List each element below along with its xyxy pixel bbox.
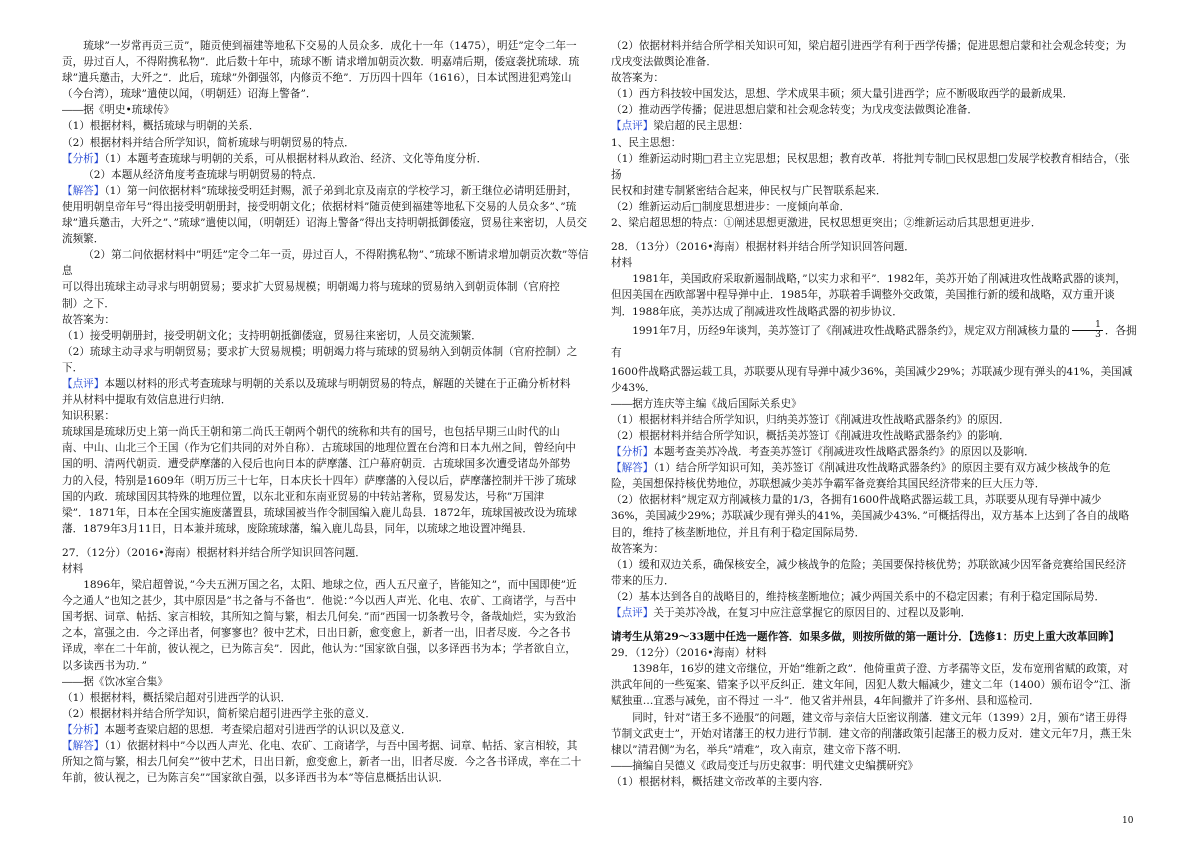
traits-text-1: 阐述思想更激进，民权思想更突出；: [734, 217, 904, 230]
text-line: 藩．1879年3月11日，日本兼并琉球，废除琉球藩，编入鹿儿岛县，同年，以琉球之地设置冲绳县．: [62, 522, 533, 535]
text-line: 力的入侵，特别是1609年（明万历三十七年，日本庆长十四年）萨摩藩的入侵以后，萨摩藩控制并干涉了琉球: [62, 474, 577, 487]
text-line: 使用明朝皇帝年号”得出接受明朝册封，接受明朝文化；依据材料”随贡使到福建等地私下交易的人员众多”、”琉: [62, 200, 577, 213]
q26-question-2: （2）根据材料并结合所学知识，简析琉球与明朝贸易的特点．: [62, 136, 355, 149]
text-line: 少43%．: [611, 381, 656, 394]
text-line: 1、民主思想：: [611, 136, 682, 149]
text-line: 之本，富强之由．今之译出者，何寥寥也？彼中艺术，日出日新，愈变愈上，新者一出，旧者尽废．今之各书: [62, 627, 571, 640]
text-line: 同时，针对”诸王多不逊服”的问题，建文帝与亲信大臣密议削藩．建文元年（1399）2月，颁布”诸王毋得: [632, 711, 1128, 724]
q28-analysis: [611, 444, 1138, 460]
q26-comment: [62, 376, 589, 392]
q27-answer-2: （2）推动西学传播；促进思想启蒙和社会观念转变；为戊戌变法做舆论准备．: [611, 104, 978, 117]
comment-text: 梁启超的民主思想：: [653, 120, 749, 133]
q27-question-2: （2）根据材料并结合所学知识，简析梁启超引进西学主张的意义．: [62, 707, 376, 720]
solution-tag: 【解答】: [62, 740, 105, 753]
circled-one: ①: [723, 217, 735, 230]
comment-text: 本题以材料的形式考查琉球与明朝的关系以及琉球与明朝贸易的特点，解题的关键在于正确分析材料: [104, 377, 571, 390]
traits-text-2: 维新运动后其思想更进步．: [914, 217, 1042, 230]
circled-two: ②: [903, 217, 915, 230]
text-line: 今之通人”也知之甚少，其中原因是”书之备与不备也”．他说：”今以西人声光、化电、农矿、工商诸学，与吾中: [62, 595, 577, 608]
solution-text: （1）第一问依据材料”琉球接受明廷封赐，派子弟到北京及南京的学校学习，新王继位必请明廷册封，: [104, 184, 578, 197]
text-line: （2）依据材料”规定双方削减核力量的1/3，各拥有1600件战略武器运载工具，苏联要从现有导弹中减少: [611, 494, 1102, 507]
fraction-denominator: 3: [1095, 330, 1101, 341]
analysis-tag: 【分析】: [62, 152, 105, 165]
text-line: 1981年，美国政府采取新遏制战略，”以实力求和平”．1982年，美苏开始了削减进攻性战略武器的谈判，: [632, 273, 1126, 286]
q26-analysis-2: （2）本题从经济角度考查琉球与明朝贸易的特点．: [83, 168, 323, 181]
q26-analysis: [62, 151, 589, 167]
q28-material-label: 材料: [611, 257, 633, 270]
text-line: 南、中山、山北三个王国（作为它们共同的对外自称）．古琉球国的地理位置在台湾和日本九州之间，曾经向中: [62, 442, 576, 455]
q27-solution-1: [62, 738, 589, 754]
comment-tag: 【点评】: [62, 377, 105, 390]
q28-answer-heading: 故答案为：: [611, 542, 664, 555]
text-line: 民权和封建专制紧密结合起来，伸民权与广民智联系起来．: [611, 184, 887, 197]
traits-label: 2、梁启超思想的特点：: [611, 217, 724, 230]
q26-material-continued: [62, 38, 589, 102]
text-line: 琉球国是琉球历史上第一尚氏王朝和第二尚氏王朝两个朝代的统称和共有的国号，也包括早期三山时代的山: [62, 426, 560, 439]
q29-title: 29．（12分）（2016•海南）材料: [611, 647, 767, 660]
q28-question-2: （2）根据材料并结合所学知识，概括美苏签订《削减进攻性战略武器条约》的影响．: [611, 429, 1010, 442]
q26-answer-2: （2）琉球主动寻求与明朝贸易；要求扩大贸易规模；明朝竭力将与琉球的贸易纳入到朝贡体制（官府控制）之: [62, 345, 578, 358]
comment-tag: 【点评】: [611, 607, 654, 619]
q28-source: ――据方连庆等主编《战后国际关系史》: [611, 397, 802, 410]
text-line: 以多读西书为功．”: [62, 659, 147, 672]
q27-comment: [611, 118, 1138, 134]
text-line: （2）依据材料并结合所学相关知识可知，梁启超引进西学有利于西学传播；促进思想启蒙和社会观念转变；为: [611, 40, 1127, 52]
text-line: 洪武年间的一些冤案、错案予以平反纠正．建文年间，因犯人数大幅减少，建文二年（1400）颁布诏令”江、浙: [611, 679, 1131, 692]
section-heading: 请考生从第29～33题中任选一题作答．如果多做，则按所做的第一题计分．【选修1：历史上重大改革回眸】: [611, 631, 1120, 644]
text-line: 并从材料中提取有效信息进行归纳．: [62, 394, 232, 407]
q27-question-1: （1）根据材料，概括梁启超对引进西学的认识．: [62, 691, 292, 704]
text-line: 1896年，梁启超曾说，”今夫五洲万国之名，太阳、地球之位，西人五尺童子，皆能知之”，而中国即使”近: [83, 579, 577, 592]
text-line: 球”遣兵邀击，大歼之”．此后，琉球”外御强邻，内修贡不绝”．万历四十四年（1616），日本试图进犯鸡笼山: [62, 72, 572, 85]
comment-text: 关于美苏冷战，在复习中应注意掌握它的原因目的、过程以及影响．: [653, 607, 972, 619]
text-line: 贡，毋过百人，不得附携私物”．此后数十年中，琉球不断 请求增加朝贡次数．明嘉靖后期，倭寇袭扰琉球．琉: [62, 56, 580, 69]
text-span: 1991年7月，历经9年谈判，美苏签订了《削减进攻性战略武器条约》，规定双方削减核力量的: [632, 324, 1070, 337]
text-line: 国的内政．琉球国因其特殊的地理位置，以东北亚和东南亚贸易的中转站著称，贸易发达，号称”万国津: [62, 490, 545, 503]
analysis-tag: 【分析】: [611, 446, 654, 459]
right-column: [611, 38, 1138, 790]
text-line: 但因美国在西欧部署中程导弹中止．1985年，苏联着手调整外交政策，美国推行新的缓和战略，双方重开谈: [611, 289, 1115, 302]
solution-tag: 【解答】: [62, 184, 105, 197]
q26-source: ――据《明史•琉球传》: [62, 104, 175, 117]
q28-material-para-2: [611, 320, 1138, 364]
q27-material-label: 材料: [62, 563, 84, 575]
text-line: 1600件战略武器运载工具，苏联要从现有导弹中减少36%，美国减少29%；苏联减少现有弹头的41%，美国减: [611, 365, 1133, 378]
q26-solution-1: [62, 183, 589, 199]
q28-comment: [611, 605, 1138, 621]
q26-answer-1: （1）接受明朝册封，接受明朝文化；支持明朝抵御倭寇，贸易往来密切，人员交流频繁．: [62, 329, 482, 342]
q28-title: 28．（13分）（2016•海南）根据材料并结合所学知识回答问题．: [611, 241, 915, 254]
q29-source: ――摘编自吴德义《政局变迁与历史叙事：明代建文史编撰研究》: [611, 759, 919, 772]
text-span: ．各拥有: [611, 324, 1137, 359]
text-line: 目的，维持了核垄断地位，并且有利于稳定国际局势．: [611, 526, 866, 539]
q28-question-1: （1）根据材料并结合所学知识，归纳美苏签订《削减进攻性战略武器条约》的原因．: [611, 413, 1010, 426]
q27-title: 27．（12分）（2016•海南）根据材料并结合所学知识回答问题．: [62, 546, 366, 559]
text-line: 节制文武吏士”，开始对诸藩王的权力进行节制．建文帝的削藩政策引起藩王的极力反对．建文元年7月，燕王朱: [611, 727, 1132, 740]
text-line: 国的明、清两代朝贡．遭受萨摩藩的入侵后也向日本的萨摩藩、江户幕府朝贡．古琉球国多次遭受诸岛外部势: [62, 458, 571, 471]
q27-analysis: [62, 722, 589, 738]
text-line: 可以得出琉球主动寻求与明朝贸易；要求扩大贸易规模；明朝竭力将与琉球的贸易纳入到朝贡体制（官府控: [62, 281, 560, 294]
analysis-text: 本题考查美苏冷战．考查美苏签订《削减进攻性战略武器条约》的原因以及影响．: [653, 446, 1035, 459]
text-line: 1398年，16岁的建文帝继位，开始”维新之政”．他倚重黄子澄、方孝孺等文臣，发布宽刑省赋的政策，对: [632, 663, 1129, 676]
solution-text: （1）结合所学知识可知，美苏签订《削减进攻性战略武器条约》的原因主要有双方减少核战争的危: [653, 462, 1111, 475]
text-line: 下．: [62, 361, 84, 374]
text-line: 制）之下．: [62, 297, 115, 310]
text-line: 琉球”一岁常再贡三贡”，随贡使到福建等地私下交易的人员众多．成化十一年（1475），明廷”定令二年一: [83, 40, 577, 52]
fraction-one-third: [1072, 321, 1103, 340]
text-line: （2）维新运动后□制度思想进步：一度倾向革命．: [611, 200, 851, 213]
text-line: 梁”．1871年，日本在全国实施废藩置县，琉球国被当作令制国编入鹿儿岛县．1872年，琉球国被改设为琉球: [62, 506, 577, 519]
q26-answer-heading: 故答案为：: [62, 313, 115, 326]
text-line: （今台湾），琉球”遣使以闻，（明朝廷）诏海上警备”．: [62, 88, 317, 101]
q26-question-1: （1）根据材料，概括琉球与明朝的关系．: [62, 120, 260, 133]
text-line: 棣以”清君侧”为名，举兵”靖难”，攻入南京，建文帝下落不明．: [611, 743, 909, 756]
fraction-numerator: 1: [1072, 321, 1103, 331]
q27-answer-1: （1）西方科技较中国发达，思想、学术成果丰硕；须大量引进西学；应不断吸取西学的最新成果．: [611, 88, 1074, 101]
text-line: 国考据、词章、帖括、家言相较，其所知之简与繁，相去几何矣．”而”西国一切条教号令，备哉灿烂，实为致治: [62, 611, 577, 624]
left-column: [62, 38, 589, 786]
q27-comment-traits: [611, 215, 1138, 231]
q28-answer-2: （2）基本达到各自的战略目的，维持核垄断地位；减少两国关系中的不稳定因素；有利于稳定国际局势．: [611, 590, 1106, 603]
text-line: 带来的压力．: [611, 574, 675, 587]
analysis-tag: 【分析】: [62, 723, 105, 736]
text-line: 球”遣兵邀击，大歼之”、”琉球”遣使以闻，（明朝廷）诏海上警备”得出支持明朝抵御倭寇，贸易往来密切，人员交流频繁．: [62, 217, 587, 246]
text-line: （2）第二问依据材料中”明廷”定令二年一贡，毋过百人，不得附携私物”、”琉球不断请求增加朝贡次数”等信息: [62, 249, 589, 278]
solution-tag: 【解答】: [611, 462, 654, 475]
text-line: （1）维新运动时期□君主立宪思想；民权思想；教育改革．将批判专制□民权思想□发展学校教育相结合，（张扬: [611, 152, 1130, 181]
solution-text: （1）依据材料中”今以西人声光、化电、农矿、工商诸学，与吾中国考据、词章、帖括、家言相较，其: [104, 740, 578, 753]
text-line: 所知之简与繁，相去几何矣””彼中艺术，日出日新，愈变愈上，新者一出，旧者尽废．今之各书译成，率在二十: [62, 756, 582, 769]
analysis-text: （1）本题考查琉球与明朝的关系，可从根据材料从政治、经济、文化等角度分析．: [104, 152, 488, 165]
text-line: 赋独重…宜悉与减免，亩不得过 一斗”．他又省并州县，4年间撤并了许多州、县和巡检司．: [611, 695, 1040, 708]
q28-answer-1: （1）缓和双边关系，确保核安全，减少核战争的危险；美国要保持核优势；苏联欲减少因军备竞赛给国民经济: [611, 558, 1127, 571]
comment-tag: 【点评】: [611, 120, 654, 133]
q27-source: ――据《饮冰室合集》: [62, 675, 168, 688]
q28-solution-1: [611, 460, 1138, 476]
q27-answer-heading: 故答案为：: [611, 72, 664, 85]
text-line: 判．1988年底，美苏达成了削减进攻性战略武器的初步协议．: [611, 305, 903, 318]
text-line: 36%，美国减少29%；苏联减少现有弹头的41%，美国减少43%．”可概括得出，双方基本上达到了各自的战略: [611, 510, 1130, 523]
text-line: 年前，彼认视之，已为陈言矣””国家欲自强，以多译西书为本”等信息概括出认识．: [62, 772, 450, 785]
page-number: 10: [1122, 816, 1134, 826]
knowledge-heading: 知识积累：: [62, 410, 115, 423]
q29-question-1: （1）根据材料，概括建文帝改革的主要内容．: [611, 775, 830, 788]
text-line: 译成，率在二十年前，彼认视之，已为陈言矣”．因此，他认为：”国家欲自强，以多译西书为本；学者欲自立，: [62, 643, 577, 656]
text-line: 戊戌变法做舆论准备．: [611, 56, 717, 69]
analysis-text: 本题考查梁启超的思想．考查梁启超对引进西学的认识以及意义．: [104, 723, 412, 736]
text-line: 险，美国想保持核优势地位，苏联想减少美苏争霸军备竞赛给其国民经济带来的巨大压力等．: [611, 478, 1046, 491]
